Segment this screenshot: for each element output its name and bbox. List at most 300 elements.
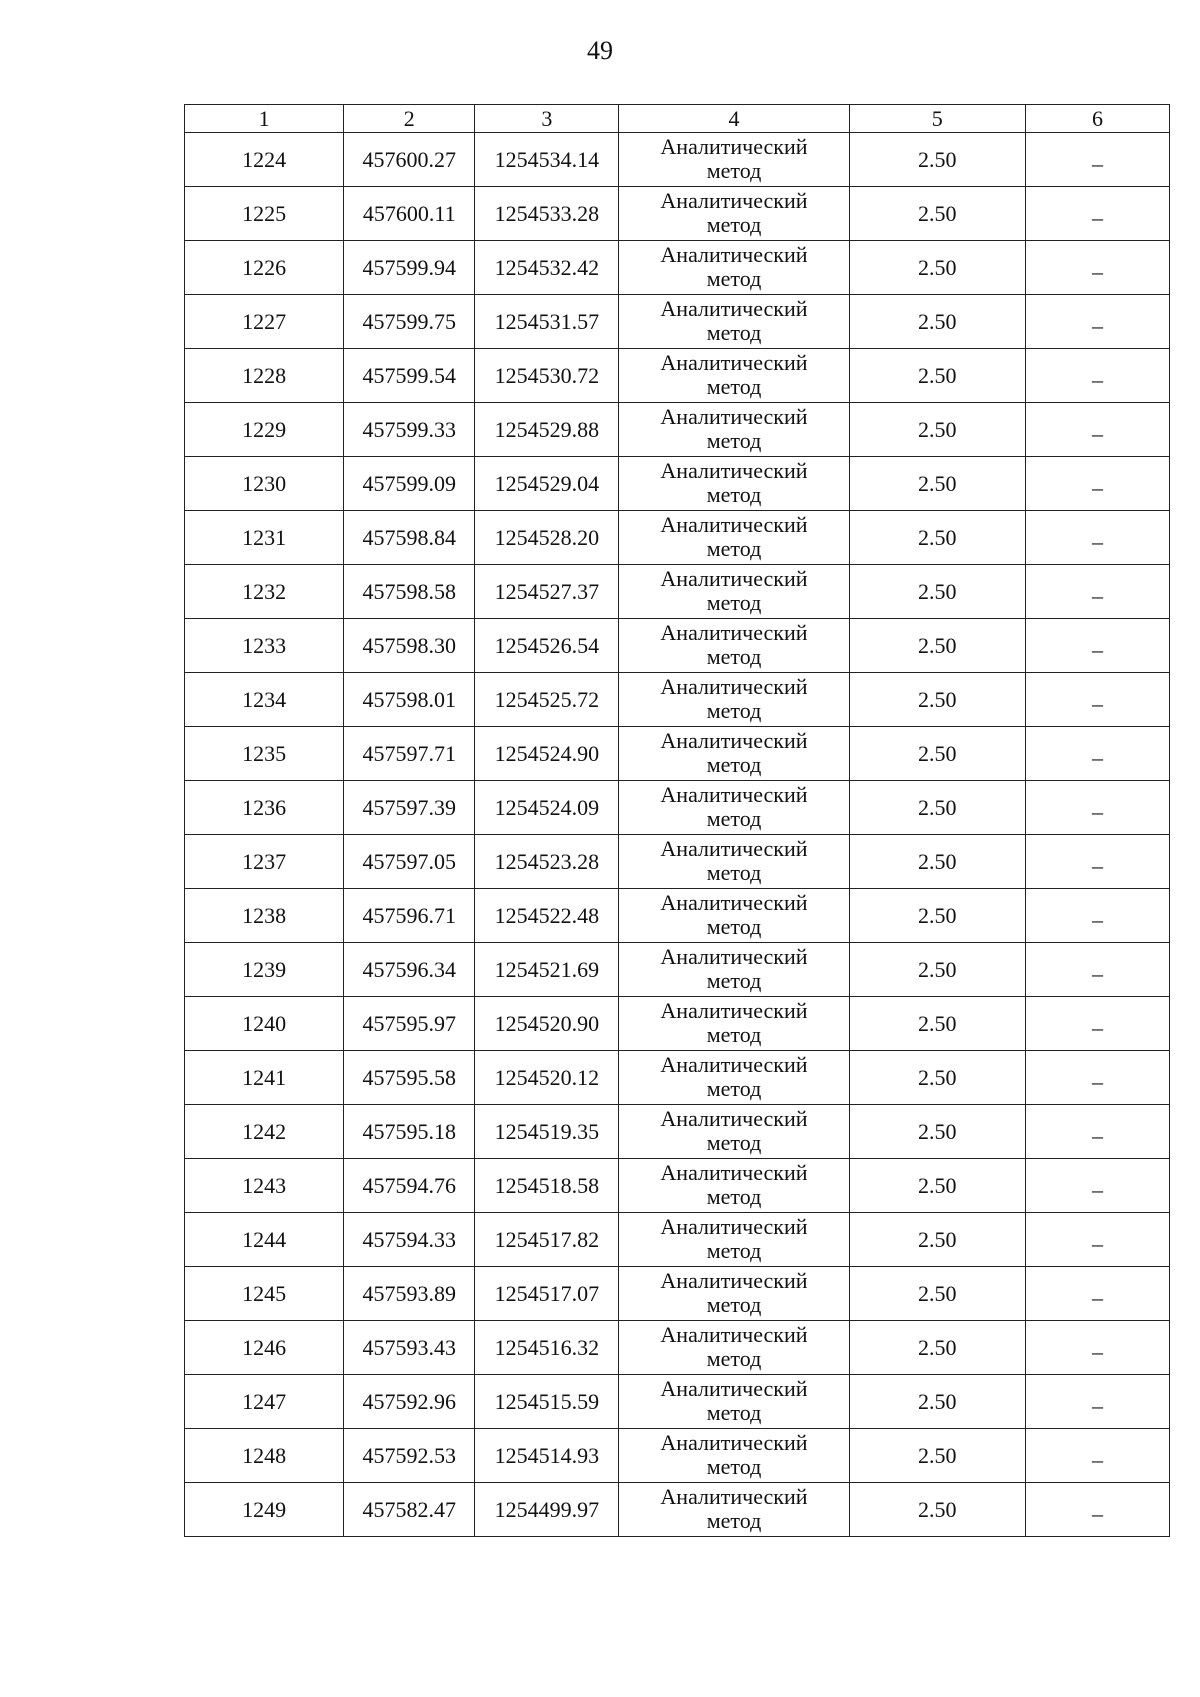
method-cell	[619, 781, 849, 835]
accuracy-cell-text: 2.50	[917, 848, 957, 874]
method-cell	[619, 511, 849, 565]
point-number-cell-text: 1227	[242, 308, 287, 334]
point-number-cell-text: 1248	[242, 1442, 287, 1468]
table-row	[185, 673, 1170, 727]
point-number-cell	[185, 1159, 344, 1213]
x-coordinate-cell	[344, 241, 475, 295]
table-row	[185, 295, 1170, 349]
accuracy-cell-text: 2.50	[917, 362, 957, 388]
accuracy-cell	[849, 1213, 1025, 1267]
accuracy-cell	[849, 1267, 1025, 1321]
accuracy-cell-text: 2.50	[917, 1388, 957, 1414]
x-coordinate-cell	[344, 1213, 475, 1267]
y-coordinate-cell	[475, 997, 619, 1051]
method-cell-text: Аналитический метод	[660, 1267, 808, 1317]
note-cell	[1025, 295, 1169, 349]
x-coordinate-cell	[344, 1429, 475, 1483]
method-cell-text: Аналитический метод	[660, 1483, 808, 1533]
method-cell	[619, 241, 849, 295]
point-number-cell	[185, 565, 344, 619]
table-row	[185, 727, 1170, 781]
point-number-cell	[185, 1213, 344, 1267]
method-cell	[619, 673, 849, 727]
accuracy-cell-text: 2.50	[917, 524, 957, 550]
point-number-cell	[185, 619, 344, 673]
y-coordinate-cell	[475, 943, 619, 997]
note-cell	[1025, 889, 1169, 943]
accuracy-cell	[849, 997, 1025, 1051]
table-row	[185, 187, 1170, 241]
point-number-cell	[185, 1051, 344, 1105]
note-cell-text: –	[1091, 798, 1103, 824]
accuracy-cell	[849, 943, 1025, 997]
note-cell	[1025, 511, 1169, 565]
x-coordinate-cell	[344, 1375, 475, 1429]
x-coordinate-cell-text: 457599.94	[362, 254, 456, 280]
table-row	[185, 1483, 1170, 1537]
y-coordinate-cell-text: 1254525.72	[494, 686, 600, 712]
x-coordinate-cell	[344, 943, 475, 997]
point-number-cell	[185, 295, 344, 349]
method-cell	[619, 727, 849, 781]
y-coordinate-cell	[475, 781, 619, 835]
point-number-cell-text: 1235	[242, 740, 287, 766]
note-cell	[1025, 241, 1169, 295]
point-number-cell	[185, 241, 344, 295]
x-coordinate-cell	[344, 727, 475, 781]
method-cell	[619, 619, 849, 673]
y-coordinate-cell	[475, 511, 619, 565]
column-header-3: 3	[475, 105, 619, 133]
point-number-cell-text: 1242	[242, 1118, 287, 1144]
point-number-cell-text: 1243	[242, 1172, 287, 1198]
point-number-cell	[185, 835, 344, 889]
y-coordinate-cell	[475, 1159, 619, 1213]
note-cell-text: –	[1091, 744, 1103, 770]
point-number-cell	[185, 673, 344, 727]
note-cell	[1025, 619, 1169, 673]
x-coordinate-cell	[344, 295, 475, 349]
note-cell-text: –	[1091, 582, 1103, 608]
point-number-cell-text: 1240	[242, 1010, 287, 1036]
accuracy-cell	[849, 1321, 1025, 1375]
method-cell	[619, 1375, 849, 1429]
note-cell	[1025, 781, 1169, 835]
y-coordinate-cell	[475, 241, 619, 295]
note-cell	[1025, 1213, 1169, 1267]
table-row	[185, 403, 1170, 457]
y-coordinate-cell-text: 1254524.90	[494, 740, 600, 766]
method-cell	[619, 1267, 849, 1321]
y-coordinate-cell	[475, 187, 619, 241]
y-coordinate-cell-text: 1254530.72	[494, 362, 600, 388]
accuracy-cell-text: 2.50	[917, 1172, 957, 1198]
table-row	[185, 457, 1170, 511]
x-coordinate-cell	[344, 565, 475, 619]
table-row	[185, 1321, 1170, 1375]
method-cell	[619, 1483, 849, 1537]
y-coordinate-cell	[475, 1375, 619, 1429]
accuracy-cell	[849, 457, 1025, 511]
y-coordinate-cell-text: 1254518.58	[494, 1172, 600, 1198]
y-coordinate-cell-text: 1254520.90	[494, 1010, 600, 1036]
table-body	[185, 133, 1170, 1537]
method-cell-text: Аналитический метод	[660, 403, 808, 453]
method-cell-text: Аналитический метод	[660, 565, 808, 615]
method-cell-text: Аналитический метод	[660, 457, 808, 507]
point-number-cell	[185, 1267, 344, 1321]
accuracy-cell-text: 2.50	[917, 1334, 957, 1360]
y-coordinate-cell	[475, 1429, 619, 1483]
method-cell	[619, 565, 849, 619]
accuracy-cell-text: 2.50	[917, 686, 957, 712]
method-cell-text: Аналитический метод	[660, 943, 808, 993]
table-row	[185, 1267, 1170, 1321]
y-coordinate-cell-text: 1254515.59	[494, 1388, 600, 1414]
accuracy-cell-text: 2.50	[917, 470, 957, 496]
x-coordinate-cell-text: 457599.33	[362, 416, 456, 442]
method-cell-text: Аналитический метод	[660, 349, 808, 399]
note-cell-text: –	[1091, 690, 1103, 716]
y-coordinate-cell	[475, 1321, 619, 1375]
accuracy-cell-text: 2.50	[917, 416, 957, 442]
point-number-cell	[185, 1321, 344, 1375]
note-cell-text: –	[1091, 420, 1103, 446]
y-coordinate-cell-text: 1254516.32	[494, 1334, 600, 1360]
point-number-cell-text: 1249	[242, 1496, 287, 1522]
x-coordinate-cell-text: 457598.30	[362, 632, 456, 658]
method-cell-text: Аналитический метод	[660, 133, 808, 183]
y-coordinate-cell-text: 1254517.82	[494, 1226, 600, 1252]
accuracy-cell	[849, 1105, 1025, 1159]
method-cell-text: Аналитический метод	[660, 1321, 808, 1371]
y-coordinate-cell	[475, 1051, 619, 1105]
point-number-cell-text: 1244	[242, 1226, 287, 1252]
method-cell-text: Аналитический метод	[660, 1051, 808, 1101]
note-cell	[1025, 187, 1169, 241]
method-cell-text: Аналитический метод	[660, 781, 808, 831]
accuracy-cell-text: 2.50	[917, 1226, 957, 1252]
y-coordinate-cell-text: 1254523.28	[494, 848, 600, 874]
y-coordinate-cell-text: 1254531.57	[494, 308, 600, 334]
note-cell-text: –	[1091, 1014, 1103, 1040]
y-coordinate-cell-text: 1254529.04	[494, 470, 600, 496]
point-number-cell-text: 1239	[242, 956, 287, 982]
accuracy-cell	[849, 1159, 1025, 1213]
note-cell-text: –	[1091, 150, 1103, 176]
point-number-cell	[185, 781, 344, 835]
note-cell-text: –	[1091, 636, 1103, 662]
point-number-cell-text: 1238	[242, 902, 287, 928]
column-header-4: 4	[619, 105, 849, 133]
x-coordinate-cell-text: 457593.89	[362, 1280, 456, 1306]
y-coordinate-cell-text: 1254514.93	[494, 1442, 600, 1468]
column-header-5: 5	[849, 105, 1025, 133]
x-coordinate-cell-text: 457595.97	[362, 1010, 456, 1036]
x-coordinate-cell-text: 457599.09	[362, 470, 456, 496]
y-coordinate-cell	[475, 133, 619, 187]
x-coordinate-cell-text: 457582.47	[362, 1496, 456, 1522]
y-coordinate-cell	[475, 349, 619, 403]
x-coordinate-cell	[344, 781, 475, 835]
method-cell	[619, 835, 849, 889]
y-coordinate-cell-text: 1254527.37	[494, 578, 600, 604]
note-cell-text: –	[1091, 312, 1103, 338]
table-row	[185, 1213, 1170, 1267]
y-coordinate-cell	[475, 1267, 619, 1321]
note-cell	[1025, 403, 1169, 457]
column-header-2: 2	[344, 105, 475, 133]
accuracy-cell-text: 2.50	[917, 200, 957, 226]
x-coordinate-cell	[344, 1051, 475, 1105]
table-row	[185, 349, 1170, 403]
method-cell	[619, 457, 849, 511]
method-cell	[619, 997, 849, 1051]
accuracy-cell	[849, 565, 1025, 619]
x-coordinate-cell	[344, 403, 475, 457]
y-coordinate-cell-text: 1254520.12	[494, 1064, 600, 1090]
table-row	[185, 889, 1170, 943]
point-number-cell-text: 1233	[242, 632, 287, 658]
accuracy-cell	[849, 889, 1025, 943]
x-coordinate-cell-text: 457600.11	[362, 200, 456, 226]
x-coordinate-cell	[344, 511, 475, 565]
accuracy-cell	[849, 1483, 1025, 1537]
note-cell	[1025, 673, 1169, 727]
column-header-6: 6	[1025, 105, 1169, 133]
note-cell	[1025, 943, 1169, 997]
x-coordinate-cell	[344, 997, 475, 1051]
accuracy-cell	[849, 349, 1025, 403]
accuracy-cell-text: 2.50	[917, 308, 957, 334]
y-coordinate-cell-text: 1254528.20	[494, 524, 600, 550]
accuracy-cell	[849, 781, 1025, 835]
coordinates-table	[184, 104, 1170, 1537]
x-coordinate-cell-text: 457594.33	[362, 1226, 456, 1252]
point-number-cell-text: 1231	[242, 524, 287, 550]
note-cell	[1025, 1159, 1169, 1213]
x-coordinate-cell-text: 457597.71	[362, 740, 456, 766]
method-cell-text: Аналитический метод	[660, 997, 808, 1047]
method-cell	[619, 1105, 849, 1159]
accuracy-cell-text: 2.50	[917, 1064, 957, 1090]
x-coordinate-cell-text: 457599.75	[362, 308, 456, 334]
note-cell-text: –	[1091, 1284, 1103, 1310]
method-cell	[619, 1051, 849, 1105]
method-cell-text: Аналитический метод	[660, 673, 808, 723]
x-coordinate-cell-text: 457592.53	[362, 1442, 456, 1468]
table-row	[185, 511, 1170, 565]
note-cell	[1025, 1267, 1169, 1321]
y-coordinate-cell	[475, 835, 619, 889]
note-cell-text: –	[1091, 1500, 1103, 1526]
note-cell-text: –	[1091, 960, 1103, 986]
point-number-cell	[185, 1105, 344, 1159]
accuracy-cell	[849, 727, 1025, 781]
y-coordinate-cell-text: 1254529.88	[494, 416, 600, 442]
x-coordinate-cell-text: 457595.18	[362, 1118, 456, 1144]
note-cell	[1025, 349, 1169, 403]
y-coordinate-cell	[475, 403, 619, 457]
x-coordinate-cell-text: 457598.84	[362, 524, 456, 550]
point-number-cell	[185, 1429, 344, 1483]
method-cell	[619, 133, 849, 187]
table-row	[185, 835, 1170, 889]
y-coordinate-cell	[475, 889, 619, 943]
y-coordinate-cell	[475, 565, 619, 619]
x-coordinate-cell-text: 457597.39	[362, 794, 456, 820]
y-coordinate-cell-text: 1254533.28	[494, 200, 600, 226]
accuracy-cell-text: 2.50	[917, 740, 957, 766]
point-number-cell-text: 1236	[242, 794, 287, 820]
accuracy-cell	[849, 835, 1025, 889]
point-number-cell	[185, 187, 344, 241]
method-cell	[619, 349, 849, 403]
accuracy-cell	[849, 133, 1025, 187]
note-cell	[1025, 133, 1169, 187]
y-coordinate-cell	[475, 1483, 619, 1537]
accuracy-cell	[849, 241, 1025, 295]
page-number: 49	[587, 36, 613, 65]
point-number-cell	[185, 727, 344, 781]
method-cell	[619, 1213, 849, 1267]
point-number-cell-text: 1237	[242, 848, 287, 874]
table-row	[185, 565, 1170, 619]
note-cell-text: –	[1091, 1392, 1103, 1418]
accuracy-cell-text: 2.50	[917, 632, 957, 658]
y-coordinate-cell-text: 1254524.09	[494, 794, 600, 820]
point-number-cell	[185, 511, 344, 565]
table-row	[185, 1375, 1170, 1429]
note-cell-text: –	[1091, 1122, 1103, 1148]
method-cell	[619, 187, 849, 241]
method-cell-text: Аналитический метод	[660, 835, 808, 885]
note-cell-text: –	[1091, 474, 1103, 500]
y-coordinate-cell-text: 1254534.14	[494, 146, 600, 172]
note-cell	[1025, 1483, 1169, 1537]
y-coordinate-cell	[475, 727, 619, 781]
point-number-cell-text: 1247	[242, 1388, 287, 1414]
method-cell-text: Аналитический метод	[660, 1375, 808, 1425]
method-cell-text: Аналитический метод	[660, 1213, 808, 1263]
x-coordinate-cell	[344, 1321, 475, 1375]
y-coordinate-cell-text: 1254532.42	[494, 254, 600, 280]
x-coordinate-cell	[344, 673, 475, 727]
x-coordinate-cell-text: 457598.58	[362, 578, 456, 604]
table-row	[185, 943, 1170, 997]
point-number-cell	[185, 943, 344, 997]
accuracy-cell-text: 2.50	[917, 956, 957, 982]
accuracy-cell	[849, 295, 1025, 349]
x-coordinate-cell-text: 457596.71	[362, 902, 456, 928]
point-number-cell	[185, 1483, 344, 1537]
note-cell	[1025, 565, 1169, 619]
accuracy-cell	[849, 511, 1025, 565]
table-row	[185, 1429, 1170, 1483]
accuracy-cell-text: 2.50	[917, 794, 957, 820]
note-cell	[1025, 457, 1169, 511]
point-number-cell	[185, 133, 344, 187]
accuracy-cell	[849, 673, 1025, 727]
point-number-cell	[185, 997, 344, 1051]
note-cell	[1025, 835, 1169, 889]
y-coordinate-cell-text: 1254521.69	[494, 956, 600, 982]
x-coordinate-cell	[344, 619, 475, 673]
accuracy-cell-text: 2.50	[917, 1010, 957, 1036]
y-coordinate-cell-text: 1254519.35	[494, 1118, 600, 1144]
note-cell-text: –	[1091, 366, 1103, 392]
table-row	[185, 997, 1170, 1051]
note-cell-text: –	[1091, 258, 1103, 284]
method-cell	[619, 295, 849, 349]
accuracy-cell-text: 2.50	[917, 1280, 957, 1306]
table-row	[185, 1051, 1170, 1105]
method-cell-text: Аналитический метод	[660, 295, 808, 345]
note-cell	[1025, 1375, 1169, 1429]
method-cell-text: Аналитический метод	[660, 241, 808, 291]
method-cell	[619, 403, 849, 457]
y-coordinate-cell-text: 1254522.48	[494, 902, 600, 928]
y-coordinate-cell	[475, 295, 619, 349]
x-coordinate-cell-text: 457598.01	[362, 686, 456, 712]
method-cell-text: Аналитический метод	[660, 1105, 808, 1155]
note-cell-text: –	[1091, 1338, 1103, 1364]
accuracy-cell	[849, 1375, 1025, 1429]
note-cell-text: –	[1091, 528, 1103, 554]
method-cell-text: Аналитический метод	[660, 187, 808, 237]
point-number-cell-text: 1241	[242, 1064, 287, 1090]
x-coordinate-cell	[344, 457, 475, 511]
y-coordinate-cell	[475, 457, 619, 511]
note-cell-text: –	[1091, 852, 1103, 878]
y-coordinate-cell-text: 1254499.97	[494, 1496, 600, 1522]
x-coordinate-cell-text: 457596.34	[362, 956, 456, 982]
x-coordinate-cell	[344, 1267, 475, 1321]
x-coordinate-cell	[344, 835, 475, 889]
method-cell	[619, 943, 849, 997]
x-coordinate-cell	[344, 1483, 475, 1537]
accuracy-cell	[849, 1051, 1025, 1105]
table-row	[185, 133, 1170, 187]
x-coordinate-cell-text: 457593.43	[362, 1334, 456, 1360]
method-cell-text: Аналитический метод	[660, 619, 808, 669]
x-coordinate-cell	[344, 187, 475, 241]
method-cell	[619, 1159, 849, 1213]
point-number-cell-text: 1245	[242, 1280, 287, 1306]
point-number-cell	[185, 889, 344, 943]
point-number-cell	[185, 457, 344, 511]
accuracy-cell	[849, 619, 1025, 673]
note-cell-text: –	[1091, 1068, 1103, 1094]
point-number-cell-text: 1224	[242, 146, 287, 172]
point-number-cell	[185, 349, 344, 403]
table-row	[185, 1105, 1170, 1159]
x-coordinate-cell	[344, 349, 475, 403]
note-cell	[1025, 1051, 1169, 1105]
accuracy-cell-text: 2.50	[917, 1118, 957, 1144]
accuracy-cell-text: 2.50	[917, 146, 957, 172]
accuracy-cell-text: 2.50	[917, 1442, 957, 1468]
point-number-cell-text: 1229	[242, 416, 287, 442]
x-coordinate-cell-text: 457599.54	[362, 362, 456, 388]
point-number-cell-text: 1232	[242, 578, 287, 604]
x-coordinate-cell	[344, 889, 475, 943]
accuracy-cell	[849, 403, 1025, 457]
note-cell	[1025, 727, 1169, 781]
note-cell-text: –	[1091, 1446, 1103, 1472]
note-cell	[1025, 1105, 1169, 1159]
x-coordinate-cell-text: 457597.05	[362, 848, 456, 874]
